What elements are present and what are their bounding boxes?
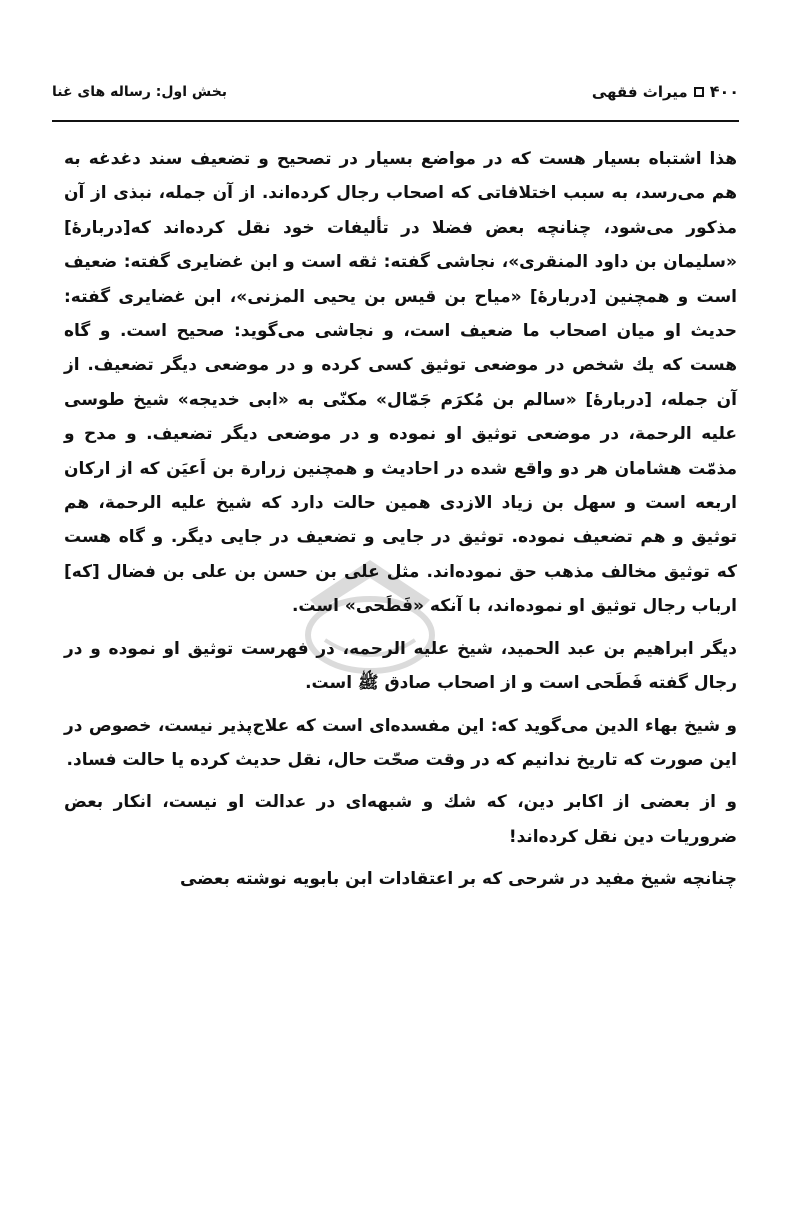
- paragraph-5: چنانچه شیخ مفید در شرحی که بر اعتقادات ابن بابویه نوشته بعضی: [179, 869, 737, 890]
- square-bullet-icon: [694, 87, 704, 97]
- paragraph-4: و از بعضی از اکابر دین، که شك و شبهه‌ای در عدالت او نیست، انکار بعض ضروریات دین نقل کرده‌اند!: [64, 792, 737, 847]
- running-header: [52, 72, 739, 112]
- paragraph-1: هذا اشتباه بسیار هست که در مواضع بسیار در تصحیح و تضعیف سند دغدغه به هم می‌رسد، به سبب اختلافاتی که اصحاب رجال کرده‌اند. از آن جمله، نبذی از آن مذکور می‌شود، چنانچه بعض فضلا در تألیفات خود نقل کرده‌اند که[دربارهٔ] «سلیمان بن داود المنقری»، نجاشی گفته: ثقه است و ابن غضایری گفته: ضعیف است و همچنین [دربارهٔ] «میاح بن قیس بن یحیی المزنی»، ابن غضایری گفته: حدیث او میان اصحاب ما ضعیف است، و نجاشی می‌گوید: صحیح است. و گاه هست که یك شخص در موضعی توثیق کسی کرده و در موضعی دیگر تضعیف. از آن جمله، [دربارهٔ] «سالم بن مُکرَم جَمّال» مکنّی به «ابی خدیجه» شیخ طوسی علیه الرحمة، در موضعی توثیق او نموده و در موضعی دیگر تضعیف. و مدح و مذمّت هشامان هر دو واقع شده در احادیث و همچنین زرارة بن اَعیَن که از ارکان اربعه است و سهل بن زیاد الازدی همین حالت دارد که شیخ علیه الرحمة، هم توثیق و هم تضعیف نموده. توثیق در جایی و تضعیف در جایی دیگر. و گاه هست که توثیق مخالف مذهب حق نموده‌اند. مثل علی بن حسن بن علی بن فضال [که] ارباب رجال توثیق او نموده‌اند، با آنکه «فَطَحی» است.: [64, 149, 737, 617]
- paragraph-3: و شیخ بهاء الدین می‌گوید که: این مفسده‌ای است که علاج‌پذیر نیست، خصوص در این صورت که تاریخ ندانیم که در وقت صحّت حال، نقل حدیث کرده یا حالت فساد.: [64, 715, 737, 770]
- section-title: بخش اول: رساله های غنا: [52, 84, 228, 100]
- header-divider: [52, 120, 739, 122]
- page-number: ۴۰۰: [709, 82, 739, 101]
- paragraph-2: دیگر ابراهیم بن عبد الحمید، شیخ علیه الرحمه، در فهرست توثیق او نموده و در رجال گفته فَطَحی است و از اصحاب صادق ﷺ است.: [64, 638, 737, 694]
- header-page-info: [592, 82, 739, 101]
- book-title: میراث فقهی: [591, 82, 688, 101]
- main-text: [64, 142, 737, 897]
